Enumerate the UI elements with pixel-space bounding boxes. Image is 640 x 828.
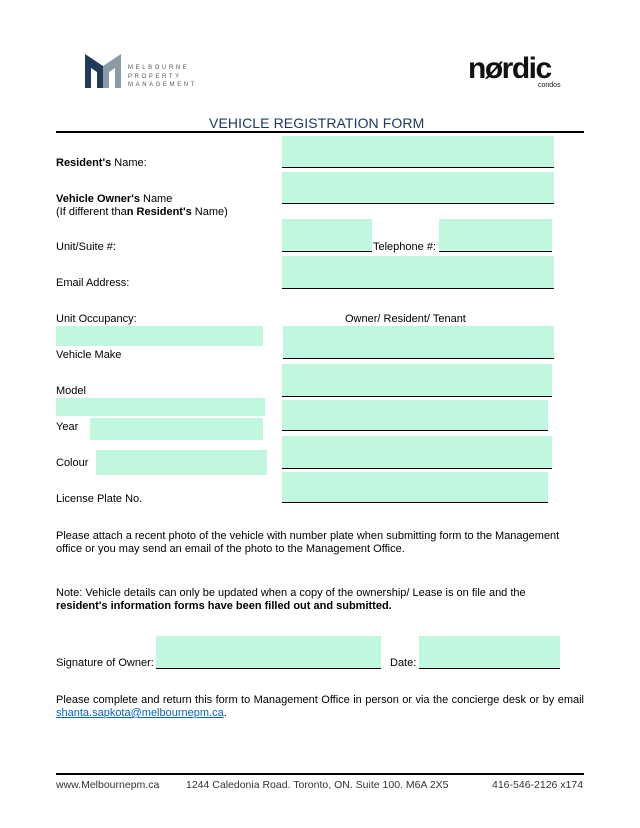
telephone-label: Telephone #: (373, 241, 436, 253)
closing-period: . (223, 707, 227, 719)
resident-name-label-bold: Resident's (56, 157, 112, 169)
form-title: VEHICLE REGISTRATION FORM (209, 115, 425, 131)
logo-line-3: MANAGEMENT (128, 82, 198, 88)
colour-label: Colour (56, 457, 89, 469)
model-label: Model (56, 385, 86, 397)
model-field[interactable] (282, 364, 552, 396)
update-note (56, 587, 588, 613)
footer-website: www.Melbournepm.ca (56, 779, 160, 791)
email-underline (282, 288, 554, 289)
occupancy-label: Unit Occupancy: (56, 313, 137, 325)
colour-field[interactable] (96, 450, 267, 475)
update-note-bold: resident's information forms have been filled out and submitted. (56, 600, 392, 612)
nordic-logo-name: nørdic (468, 52, 551, 85)
nordic-logo (468, 52, 568, 92)
footer-rule (56, 773, 584, 775)
signature-underline (156, 668, 381, 669)
telephone-field[interactable] (439, 219, 552, 251)
occupancy-options[interactable]: Owner/ Resident/ Tenant (345, 313, 466, 325)
vehicle-owner-underline (282, 203, 554, 204)
unit-suite-field[interactable] (282, 219, 372, 251)
vehicle-owner-label-bold: Vehicle Owner's (56, 193, 140, 205)
vehicle-make-field[interactable] (283, 326, 554, 358)
attach-instructions: Please attach a recent photo of the vehicle with number plate when submitting form to the Management office or you may send an email of the photo to the Management Office. (56, 530, 560, 555)
contact-email-link[interactable]: shanta.sapkota@melbournepm.ca (56, 707, 224, 719)
date-label: Date: (390, 657, 417, 669)
vehicle-make-label: Vehicle Make (56, 349, 122, 361)
vehicle-make-underline (283, 358, 554, 359)
title-rule (56, 131, 584, 133)
model-underline (282, 396, 552, 397)
email-field[interactable] (282, 256, 554, 288)
closing-text: Please complete and return this form to Management Office in person or via the concierge desk or by email (56, 694, 584, 706)
license-plate-label: License Plate No. (56, 493, 143, 505)
footer-address: 1244 Caledonia Road. Toronto, ON. Suite 100. M6A 2X5 (186, 779, 449, 791)
telephone-underline (439, 251, 552, 252)
melbourne-logo-icon (83, 50, 123, 90)
email-label: Email Address: (56, 277, 130, 289)
year-upper-field[interactable] (56, 398, 265, 416)
colour-right-field[interactable] (282, 436, 552, 468)
year-right-field[interactable] (282, 400, 548, 430)
date-field[interactable] (419, 636, 560, 668)
footer-phone: 416-546-2126 x174 (492, 779, 584, 791)
license-plate-underline (282, 502, 548, 503)
unit-suite-underline (282, 251, 372, 252)
vehicle-owner-label-rest: Name (139, 193, 173, 205)
resident-name-underline (282, 167, 554, 168)
colour-underline (282, 468, 552, 469)
vehicle-owner-sublabel (56, 206, 228, 218)
date-underline (419, 668, 560, 669)
vehicle-make-left-field[interactable] (56, 326, 263, 346)
vehicle-owner-label (56, 193, 172, 205)
year-label: Year (56, 421, 79, 433)
melbourne-logo (83, 50, 198, 92)
signature-label: Signature of Owner: (56, 657, 154, 669)
unit-suite-label: Unit/Suite #: (56, 241, 116, 253)
vehicle-owner-sub-prefix: (If different tha (56, 206, 127, 218)
signature-field[interactable] (156, 636, 381, 668)
closing-instructions (56, 694, 584, 720)
license-plate-field[interactable] (282, 472, 548, 502)
update-note-plain: Note: Vehicle details can only be updated when a copy of the ownership/ Lease is on file and the (56, 587, 526, 599)
resident-name-field[interactable] (282, 136, 554, 168)
logo-line-2: PROPERTY (128, 73, 182, 80)
vehicle-owner-field[interactable] (282, 172, 554, 204)
resident-name-label-rest: Name: (111, 157, 147, 169)
resident-name-label (56, 157, 147, 169)
nordic-logo-sub: condos (538, 82, 561, 89)
vehicle-owner-sub-suffix: Name) (191, 206, 228, 218)
year-field[interactable] (90, 418, 263, 440)
year-underline (282, 430, 548, 431)
vehicle-owner-sub-bold: n Resident's (126, 206, 192, 218)
logo-line-1: MELBOURNE (128, 65, 190, 71)
